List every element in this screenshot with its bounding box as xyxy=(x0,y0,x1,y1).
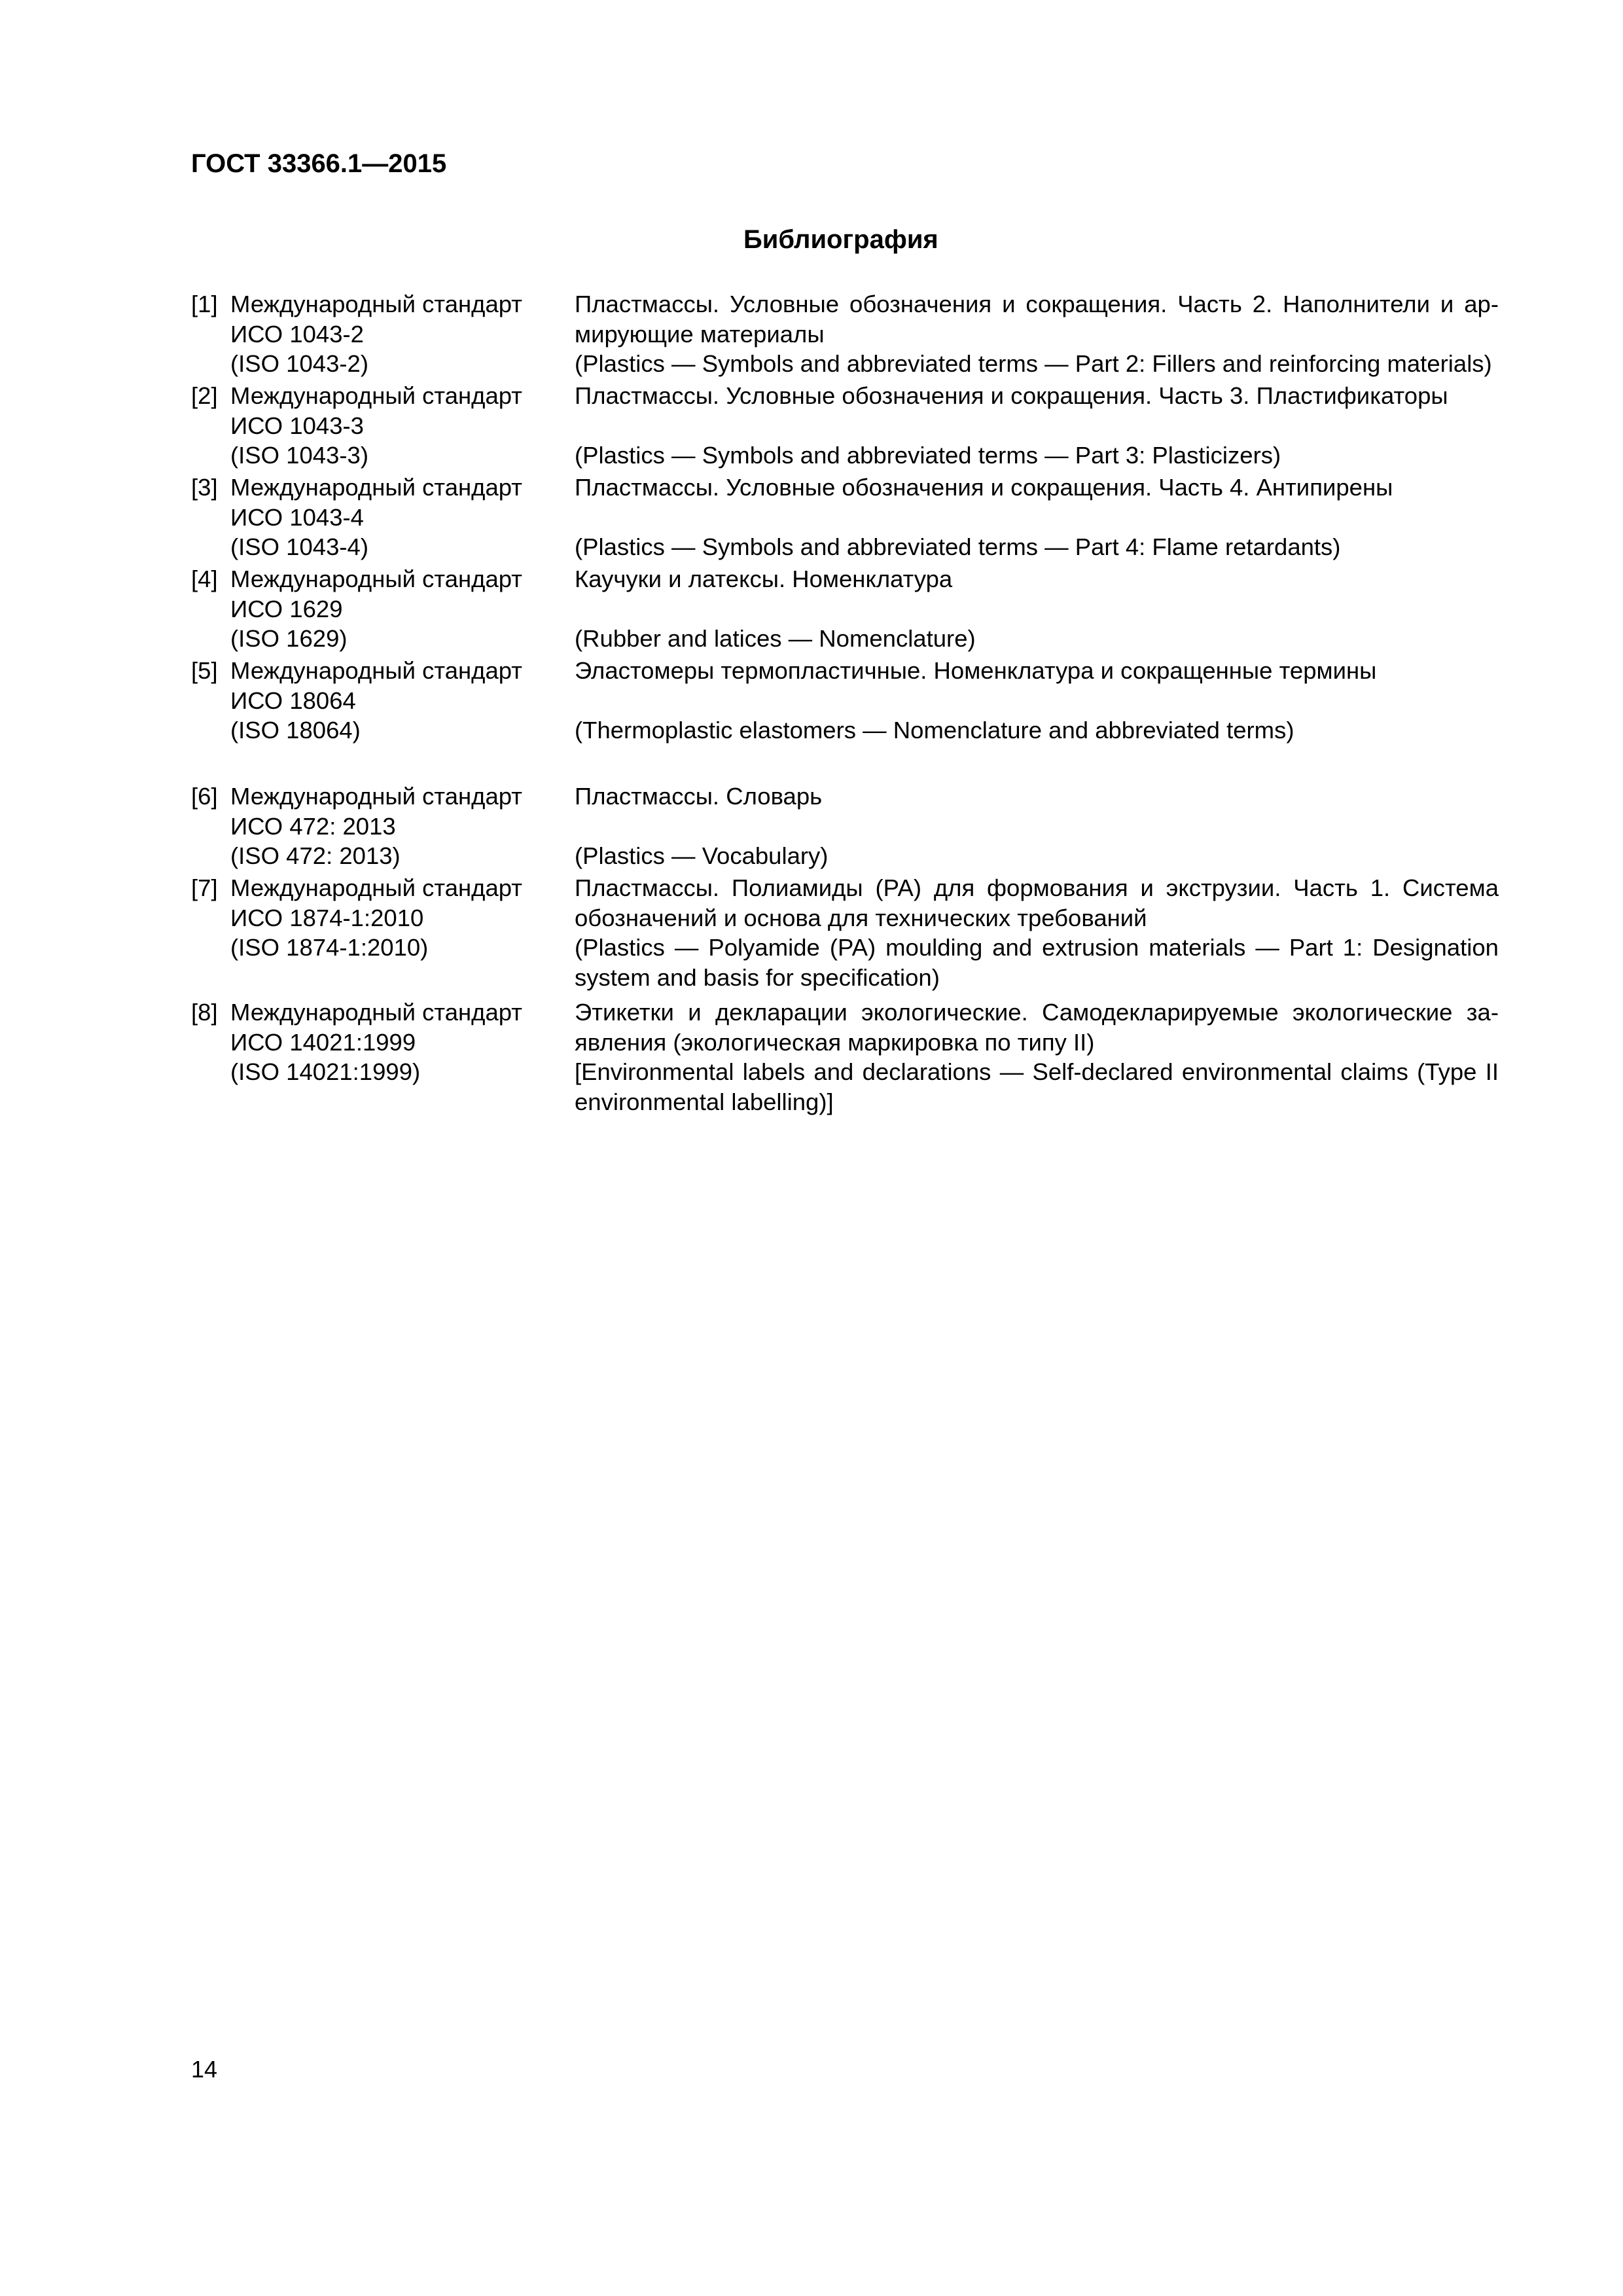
bibliography-entry xyxy=(191,473,1500,564)
entry-title-en: (Plastics — Polyamide (PA) moulding and extrusion materials — Part 1: Designation system and basis for specification) xyxy=(575,934,1499,991)
standard-number-ru: ИСО 1874-1:2010 xyxy=(230,904,424,931)
standard-type: Международный стандарт xyxy=(230,999,522,1026)
entry-number: [3] xyxy=(191,474,218,501)
entry-title-en: [Environmental labels and declarations — Self-declared environmental claims (Type II environmental labelling)] xyxy=(575,1058,1499,1115)
standard-type: Международный стандарт xyxy=(230,382,522,409)
standard-number-en: (ISO 1874-1:2010) xyxy=(230,934,429,961)
entry-title-en: (Plastics — Symbols and abbreviated terms — Part 2: Fillers and reinforcing materials) xyxy=(575,350,1492,377)
entry-title-ru: Пластмассы. Словарь xyxy=(575,783,823,810)
standard-number-en: (ISO 1043-4) xyxy=(230,533,368,560)
standard-number-ru: ИСО 1043-2 xyxy=(230,320,364,348)
entry-title-ru: Пластмассы. Полиамиды (РА) для формования и экструзии. Часть 1. Система обозначений и основа для технических требований xyxy=(575,874,1499,931)
entry-title-en: (Thermoplastic elastomers — Nomenclature and abbreviated terms) xyxy=(575,717,1294,744)
entry-title xyxy=(575,289,1499,379)
standard-number-ru: ИСО 1629 xyxy=(230,595,343,622)
bibliography-entry xyxy=(191,656,1500,781)
bibliography-entry xyxy=(191,873,1500,997)
standard-number-ru: ИСО 472: 2013 xyxy=(230,812,396,840)
entry-number: [8] xyxy=(191,999,218,1026)
entry-number: [5] xyxy=(191,657,218,684)
standard-number-en: (ISO 1043-3) xyxy=(230,442,368,469)
standard-type: Международный стандарт xyxy=(230,474,522,501)
standard-type: Международный стандарт xyxy=(230,565,522,592)
entry-title-ru: Каучуки и латексы. Номенклатура xyxy=(575,565,953,592)
standard-number-ru: ИСО 18064 xyxy=(230,687,356,714)
standard-type: Международный стандарт xyxy=(230,657,522,684)
standard-type: Международный стандарт xyxy=(230,874,522,901)
page-number: 14 xyxy=(191,2056,218,2083)
bibliography-entry xyxy=(191,381,1500,473)
standard-number-en: (ISO 472: 2013) xyxy=(230,842,401,869)
bibliography-list xyxy=(191,289,1500,1122)
bibliography-entry xyxy=(191,781,1500,873)
standard-number-ru: ИСО 1043-4 xyxy=(230,503,364,531)
entry-title-en: (Plastics — Symbols and abbreviated terms — Part 3: Plasticizers) xyxy=(575,442,1281,469)
standard-type: Международный стандарт xyxy=(230,291,522,317)
entry-title xyxy=(575,381,1499,471)
bibliography-entry xyxy=(191,289,1500,381)
entry-title xyxy=(575,781,1499,871)
entry-number: [6] xyxy=(191,783,218,810)
standard-number-en: (ISO 18064) xyxy=(230,717,361,744)
standard-type: Международный стандарт xyxy=(230,783,522,810)
entry-title-en: (Plastics — Symbols and abbreviated terms — Part 4: Flame retardants) xyxy=(575,533,1341,560)
entry-title xyxy=(575,873,1499,992)
entry-number: [4] xyxy=(191,565,218,592)
entry-title-ru: Пластмассы. Условные обозначения и сокращения. Часть 3. Пластификаторы xyxy=(575,382,1448,409)
bibliography-title: Библиография xyxy=(743,225,938,254)
entry-number: [1] xyxy=(191,291,218,317)
entry-title-ru: Пластмассы. Условные обозначения и сокращения. Часть 2. Наполнители и ар-мирующие материалы xyxy=(575,291,1499,348)
entry-title-en: (Rubber and latices — Nomenclature) xyxy=(575,625,976,652)
entry-number: [2] xyxy=(191,382,218,409)
entry-title xyxy=(575,656,1499,745)
entry-title xyxy=(575,997,1499,1117)
standard-number-en: (ISO 14021:1999) xyxy=(230,1058,421,1085)
entry-title-ru: Пластмассы. Условные обозначения и сокращения. Часть 4. Антипирены xyxy=(575,474,1393,501)
entry-title-en: (Plastics — Vocabulary) xyxy=(575,842,829,869)
entry-title-ru: Этикетки и декларации экологические. Самодекларируемые экологические за-явления (экологическая маркировка по типу II) xyxy=(575,999,1499,1056)
entry-title-ru: Эластомеры термопластичные. Номенклатура и сокращенные термины xyxy=(575,657,1377,684)
bibliography-entry xyxy=(191,997,1500,1122)
standard-number-en: (ISO 1629) xyxy=(230,625,348,652)
document-code: ГОСТ 33366.1—2015 xyxy=(191,149,447,178)
entry-title xyxy=(575,473,1499,562)
standard-number-en: (ISO 1043-2) xyxy=(230,350,368,377)
standard-number-ru: ИСО 1043-3 xyxy=(230,412,364,439)
standard-number-ru: ИСО 14021:1999 xyxy=(230,1028,416,1056)
entry-number: [7] xyxy=(191,874,218,901)
bibliography-entry xyxy=(191,564,1500,656)
entry-title xyxy=(575,564,1499,654)
